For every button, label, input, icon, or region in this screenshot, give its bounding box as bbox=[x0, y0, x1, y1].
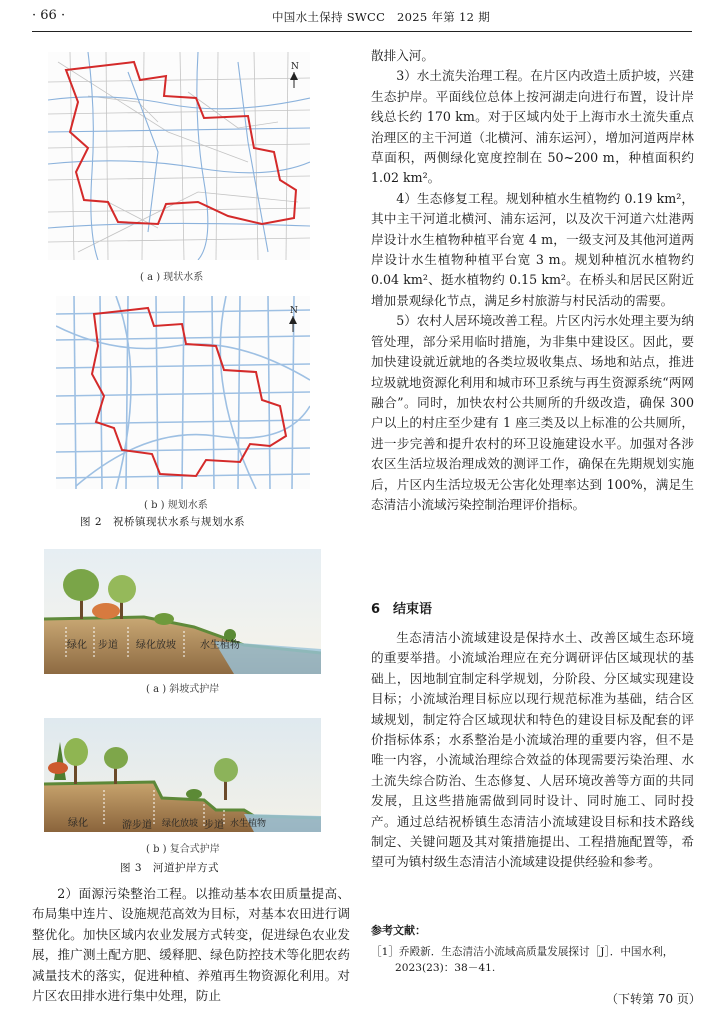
label-greening: 绿化 bbox=[67, 640, 87, 651]
planned-water-system-map bbox=[56, 296, 310, 489]
label-greening: 绿化 bbox=[68, 818, 88, 829]
north-arrow-icon bbox=[289, 306, 298, 332]
label-aquatic-plants: 水生植物 bbox=[230, 819, 267, 829]
figure2-caption: 图 2 祝桥镇现状水系与规划水系 bbox=[80, 516, 246, 528]
label-green-slope: 绿化放坡 bbox=[136, 640, 176, 651]
north-arrow-icon bbox=[290, 62, 299, 88]
references-heading: 参考文献： bbox=[371, 924, 426, 937]
page-number: · 66 · bbox=[32, 8, 66, 23]
section-heading-conclusion: 6 结束语 bbox=[371, 602, 433, 617]
label-walkway: 步道 bbox=[98, 640, 118, 651]
current-water-system-map bbox=[48, 52, 310, 260]
label-aquatic-plants: 水生植物 bbox=[200, 640, 240, 651]
page-header bbox=[0, 0, 714, 40]
paragraph-soil-erosion: 3）水土流失治理工程。在片区内改造土质护坡，兴建生态护岸。平面线位总体上按河湖走向进行布置，设计岸线总长约 170 km。对于区域内处于上海市水土流失重点治理区的主干河道（北横河、浦东运河），增加河道两岸林草面积，两侧绿化宽度控制在 50~200 m，种植面积约 1.02 km²。 bbox=[371, 68, 694, 186]
continued-note: （下转第 70 页） bbox=[606, 992, 701, 1006]
reference-1: ［1］乔殿新．生态清洁小流域高质量发展探讨［J］．中国水利，2023(23)：38－41. bbox=[371, 946, 674, 974]
river-network bbox=[48, 52, 310, 260]
paragraph-continued: 散排入河。 bbox=[371, 48, 434, 63]
right-column bbox=[371, 46, 694, 515]
figure3-caption: 图 3 河道护岸方式 bbox=[120, 862, 220, 874]
left-paragraph-nonpoint-pollution: 2）面源污染整治工程。以推动基本农田质量提高、布局集中连片、设施规范高效为目标，对基本农田进行调整优化。加快区域内农业发展方式转变，促进绿色农业发展，推广测土配方肥、缓释肥、绿色防控技术等化肥农药减量技术的落实，促进种植、养殖再生物资源化利用。对片区农田排水进行集中处理，防止 bbox=[32, 886, 350, 1004]
figure2-sub-b: ( b ) 规划水系 bbox=[144, 500, 208, 511]
figure2-sub-a: ( a ) 现状水系 bbox=[140, 272, 204, 283]
label-green-slope: 绿化放坡 bbox=[162, 819, 199, 829]
svg-text:N: N bbox=[290, 306, 298, 316]
label-walkway: 步道 bbox=[204, 820, 224, 831]
paragraph-living-environment: 5）农村人居环境改善工程。片区内污水处理主要为纳管处理，部分采用临时措施，为非集中建设区。因此，要加快建设就近就地的各类垃圾收集点、场地和站点，推进垃圾就地资源化利用和城市环卫系统与再生资源系统“两网融合”。同时，加快农村公共厕所的升级改造，确保 300 户以上的村庄至少建有 1 座三类及以上标准的公共厕所，进一步完善和提升农村的环卫设施建设水平。加强对各涉农区生活垃圾治理成效的测评工作，确保在先期规划实施后，片区内生活垃圾无公害化处理率达到 100%，满足生态清洁小流域污染控制治理评价指标。 bbox=[371, 313, 694, 512]
figure3-sub-a: ( a ) 斜坡式护岸 bbox=[146, 684, 220, 695]
sloped-revetment-illustration bbox=[44, 549, 321, 674]
paragraph-ecological-restoration: 4）生态修复工程。规划种植水生植物约 0.19 km²，其中主干河道北横河、浦东运河，以及次干河道六灶港两岸设计水生植物种植平台宽 4 m，一级支河及其他河道两岸设计水生植物种植平台宽 3 m。规划种植沉水植物约 0.04 km²、挺水植物约 0.15 km²。在桥头和居民区附近增加景观绿化节点，满足乡村旅游与村民活动的需要。 bbox=[371, 190, 694, 308]
header-rule bbox=[32, 31, 692, 32]
road-network bbox=[48, 52, 310, 260]
label-promenade: 游步道 bbox=[122, 820, 152, 831]
composite-revetment-illustration bbox=[44, 718, 321, 832]
paragraph-conclusion: 生态清洁小流域建设是保持水土、改善区域生态环境的重要举措。小流域治理应在充分调研评估区域现状的基础上，因地制宜制定科学规划，分阶段、分区域实现建设目标；小流域治理目标应以现行规范标准为基础，结合区域规划，制定符合区域现状和特色的建设目标及配套的评价指标体系；水系整治是小流域治理的重要内容，但不是唯一内容，小流域治理综合效益的体现需要污染治理、水土流失综合防治、生态修复、人居环境改善等方面的共同发展，且这些措施需做到同时设计、同时施工、同时投产。通过总结祝桥镇生态清洁小流域建设目标和技术路线制定、关键问题及其对策措施提出、工程措施配置等，希望可为镇村级生态清洁小流域建设提供经验和参考。 bbox=[371, 630, 694, 870]
figure3-sub-b: ( b ) 复合式护岸 bbox=[146, 844, 220, 855]
journal-title: 中国水土保持 SWCC 2025 年第 12 期 bbox=[272, 10, 491, 24]
conclusion-block bbox=[371, 628, 694, 873]
svg-text:N: N bbox=[291, 62, 299, 72]
